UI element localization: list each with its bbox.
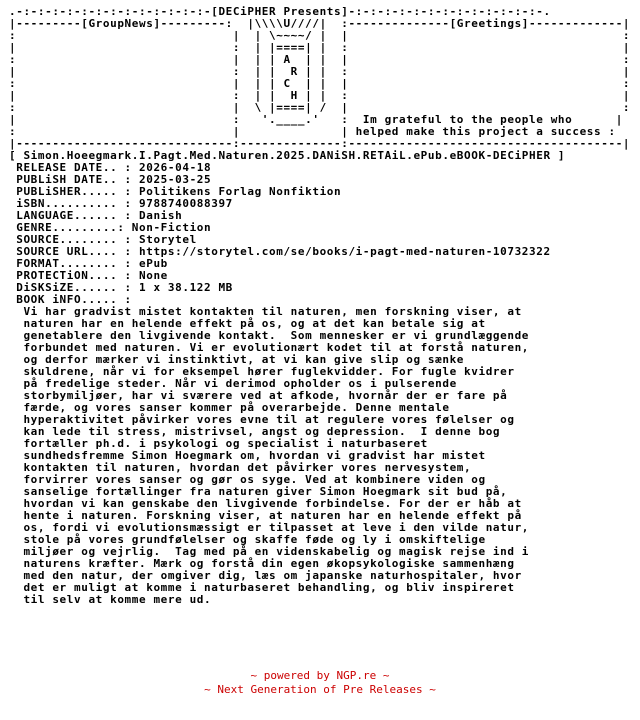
nfo-line: på fredelige steder. Når vi derimod opholder os i pulserende	[9, 377, 457, 390]
nfo-line: |------------------------------:--------------:--------------------------------------|	[9, 137, 631, 150]
nfo-line: : | | | C | | | :	[9, 77, 631, 90]
nfo-line: hyperaktivitet påvirker vores evne til at regulere vores følelser og	[9, 413, 515, 426]
nfo-line: forvirrer vores sanser og gør os syge. Ved at kombinere viden og	[9, 473, 486, 486]
nfo-line: sanselige fortællinger fra naturen giver Simon Hoegmark sit bud på,	[9, 485, 508, 498]
nfo-line: miljøer og vejrlig. Tag med på en videnskabelig og magisk rejse ind i	[9, 545, 530, 558]
nfo-line: stole på vores grundfølelser og skaffe føde og ly i omskiftelige	[9, 533, 486, 546]
nfo-line: GENRE.........: Non-Fiction	[9, 221, 212, 234]
nfo-line: naturens kræfter. Mærk og forstå din egen økopsykologiske sammenhæng	[9, 557, 515, 570]
nfo-line: og derfor mærker vi instinktivt, at vi kan give slip og sænke	[9, 353, 465, 366]
nfo-line: sundhedsfremme Simon Hoegmark om, hvordan vi gradvist har mistet	[9, 449, 486, 462]
nfo-line: DiSKSiZE...... : 1 x 38.122 MB	[9, 281, 233, 294]
nfo-line: : | | \~~~~/ | | :	[9, 29, 631, 42]
powered-by-line: ~ powered by NGP.re ~	[250, 669, 390, 682]
nfo-line: genetablere den livgivende kontakt. Som mennesker er vi grundlæggende	[9, 329, 530, 342]
nfo-line: | : | |====| | : |	[9, 41, 631, 54]
nfo-line: LANGUAGE...... : Danish	[9, 209, 183, 222]
nfo-line: fortæller ph.d. i psykologi og specialist i naturbaseret	[9, 437, 428, 450]
nfo-line: PUBLiSHER..... : Politikens Forlag Nonfiktion	[9, 185, 342, 198]
nfo-line: | : | | R | | : |	[9, 65, 631, 78]
nfo-line: | : | | H | | : |	[9, 89, 631, 102]
nfo-line: FORMAT........ : ePub	[9, 257, 168, 270]
nfo-line: SOURCE URL.... : https://storytel.com/se/books/i-pagt-med-naturen-10732322	[9, 245, 551, 258]
nfo-line: : | | helped make this project a success :	[9, 125, 616, 138]
nfo-line: SOURCE........ : Storytel	[9, 233, 197, 246]
nfo-line: storbymiljøer, har vi sværere ved at afkode, hvornår der er fare på	[9, 389, 508, 402]
nfo-line: [ Simon.Hoeegmark.I.Pagt.Med.Naturen.2025.DANiSH.RETAiL.ePub.eBOOK-DECiPHER ]	[9, 149, 566, 162]
nfo-line: : | \ |====| / | :	[9, 101, 631, 114]
nfo-line: iSBN.......... : 9788740088397	[9, 197, 233, 210]
nfo-line: hvordan vi kan genskabe den livgivende forbindelse. For der er håb at	[9, 497, 522, 510]
nfo-line: færde, og vores sanser kommer på overarbejde. Denne mentale	[9, 401, 450, 414]
nfo-line: naturen har en helende effekt på os, og at det kan betale sig at	[9, 317, 486, 330]
nfo-line: os, fordi vi evolutionsmæssigt er tilpasset at leve i den vilde natur,	[9, 521, 530, 534]
nfo-line: hente i naturen. Forskning viser, at naturen har en helende effekt på	[9, 509, 522, 522]
nfo-line: PROTECTiON.... : None	[9, 269, 168, 282]
nfo-line: kan lede til stress, mistrivsel, angst og depression. I denne bog	[9, 425, 501, 438]
nfo-line: |---------[GroupNews]---------: |\\\\U////| :--------------[Greetings]-------------|	[9, 17, 631, 30]
nfo-line: RELEASE DATE.. : 2026-04-18	[9, 161, 212, 174]
nfo-line: : | | | A | | | :	[9, 53, 631, 66]
nfo-line: Vi har gradvist mistet kontakten til naturen, men forskning viser, at	[9, 305, 522, 318]
nfo-line: med den natur, der omgiver dig, læs om japanske naturhospitaler, hvor	[9, 569, 522, 582]
nfo-line: BOOK iNFO..... :	[9, 293, 132, 306]
tagline-line: ~ Next Generation of Pre Releases ~	[204, 683, 436, 696]
nfo-line: skuldrene, når vi for eksempel hører fuglekvidder. For fugle kvidrer	[9, 365, 515, 378]
nfo-line: .-:-:-:-:-:-:-:-:-:-:-:-:-:-[DECiPHER Presents]-:-:-:-:-:-:-:-:-:-:-:-:-:-.	[9, 5, 551, 18]
nfo-line: til selv at komme mere ud.	[9, 593, 212, 606]
nfo-line: kontakten til naturen, hvordan det påvirker vores nervesystem,	[9, 461, 472, 474]
nfo-line: | : '.____.' : Im grateful to the people who |	[9, 113, 623, 126]
nfo-text	[9, 6, 630, 606]
nfo-line: PUBLiSH DATE.. : 2025-03-25	[9, 173, 212, 186]
nfo-line: det er muligt at komme i naturbaseret behandling, og bliv inspireret	[9, 581, 515, 594]
nfo-line: forbundet med naturen. Vi er evolutionært kodet til at forstå naturen,	[9, 341, 530, 354]
